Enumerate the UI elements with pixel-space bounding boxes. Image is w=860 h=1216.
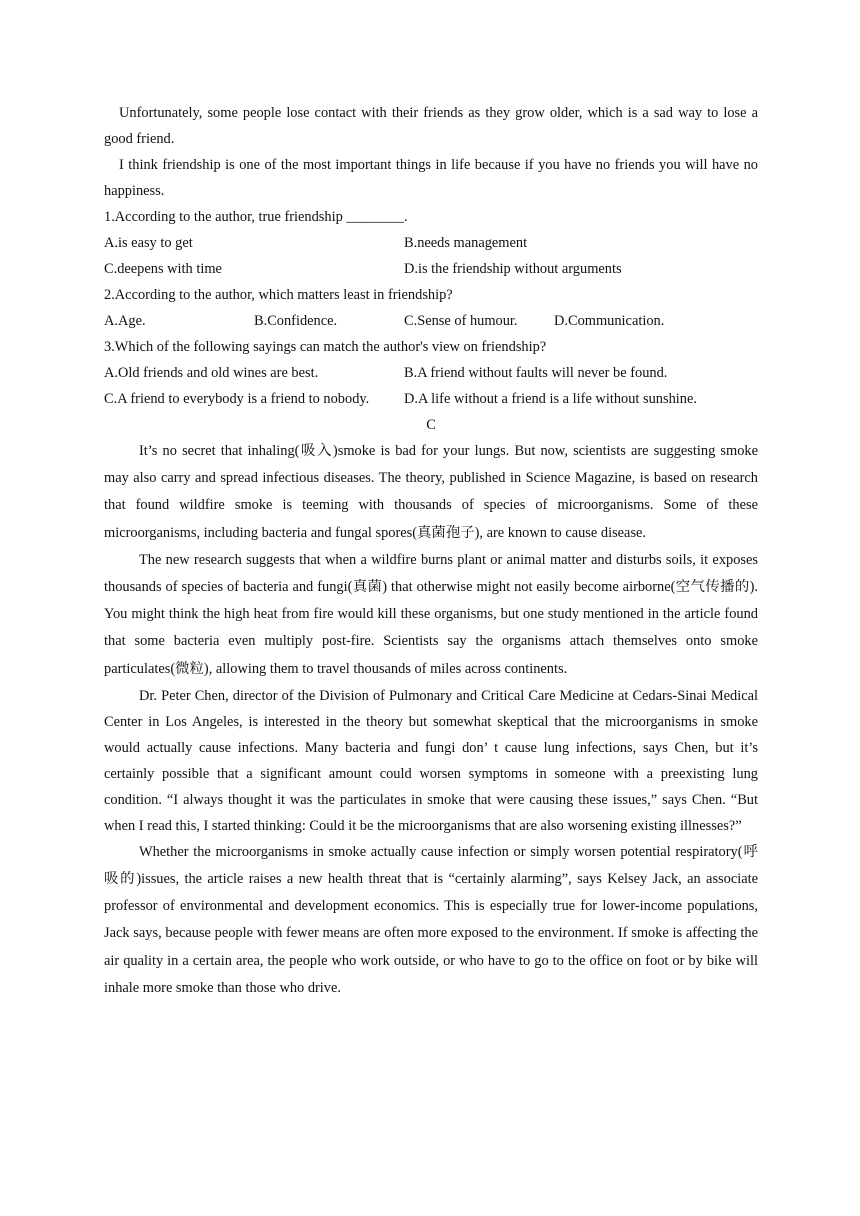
passage-b-paragraph: Unfortunately, some people lose contact with their friends as they grow older, which is a sad way to lose a good friend. [104, 105, 758, 147]
option-row [104, 386, 758, 412]
option-d: D.A life without a friend is a life without sunshine. [404, 391, 697, 407]
option-row [104, 360, 758, 386]
option-b: B.needs management [404, 235, 528, 251]
question-1 [104, 204, 758, 282]
option-b: B.A friend without faults will never be found. [404, 365, 668, 381]
question-stem: 1.According to the author, true friendship ________. [104, 209, 408, 225]
section-heading: C [426, 417, 436, 433]
option-d: D.Communication. [554, 313, 665, 329]
passage-c-paragraph: Whether the microorganisms in smoke actually cause infection or simply worsen potential respiratory(呼吸的)issues, the article raises a new health threat that is “certainly alarming”, says Kelsey Jack, an associate professor of environmental and development economics. This is especially true for lower-income populations, Jack says, because people with fewer means are often more exposed to the environment. If smoke is affecting the air quality in a certain area, the people who work outside, or who have to go to the office on foot or by bike will inhale more smoke than those who drive. [104, 843, 758, 996]
option-d: D.is the friendship without arguments [404, 261, 622, 277]
question-stem: 2.According to the author, which matters least in friendship? [104, 287, 453, 303]
passage-c-paragraph: It’s no secret that inhaling(吸入)smoke is bad for your lungs. But now, scientists are suggesting smoke may also carry and spread infectious diseases. The theory, published in Science Magazine, is based on research that found wildfire smoke is teeming with thousands of species of microorganisms. Some of these microorganisms, including bacteria and fungal spores(真菌孢子), are known to cause disease. [104, 443, 758, 541]
option-a: A.is easy to get [104, 235, 193, 251]
option-row [104, 256, 758, 282]
option-c: C.Sense of humour. [404, 313, 518, 329]
option-a: A.Age. [104, 313, 146, 329]
passage-b-paragraph: I think friendship is one of the most important things in life because if you have no friends you will have no happiness. [104, 157, 758, 199]
question-stem: 3.Which of the following sayings can match the author's view on friendship? [104, 339, 547, 355]
document-page [104, 100, 758, 1002]
passage-c-paragraph: The new research suggests that when a wildfire burns plant or animal matter and disturbs soils, it exposes thousands of species of bacteria and fungi(真菌) that otherwise might not easily become airborne(空气传播的). You might think the high heat from fire would kill these organisms, but one study mentioned in the article found that some bacteria even multiply post-fire. Scientists say the organisms attach themselves onto smoke particulates(微粒), allowing them to travel thousands of miles across continents. [104, 551, 758, 677]
option-a: A.Old friends and old wines are best. [104, 365, 319, 381]
option-c: C.A friend to everybody is a friend to nobody. [104, 391, 370, 407]
option-row [104, 308, 758, 334]
question-3 [104, 334, 758, 412]
option-b: B.Confidence. [254, 313, 338, 329]
passage-c-paragraph: Dr. Peter Chen, director of the Division of Pulmonary and Critical Care Medicine at Cedars-Sinai Medical Center in Los Angeles, is interested in the theory but somewhat skeptical that the microorganisms in smoke would actually cause infections. Many bacteria and fungi don’ t cause lung infections, says Chen, but it’s certainly possible that a significant amount could worsen symptoms in someone with a preexisting lung condition. “I always thought it was the particulates in smoke that were causing these issues,” says Chen. “But when I read this, I started thinking: Could it be the microorganisms that are also worsening existing illnesses?” [104, 687, 758, 834]
option-c: C.deepens with time [104, 261, 222, 277]
option-row [104, 230, 758, 256]
question-2 [104, 282, 758, 334]
